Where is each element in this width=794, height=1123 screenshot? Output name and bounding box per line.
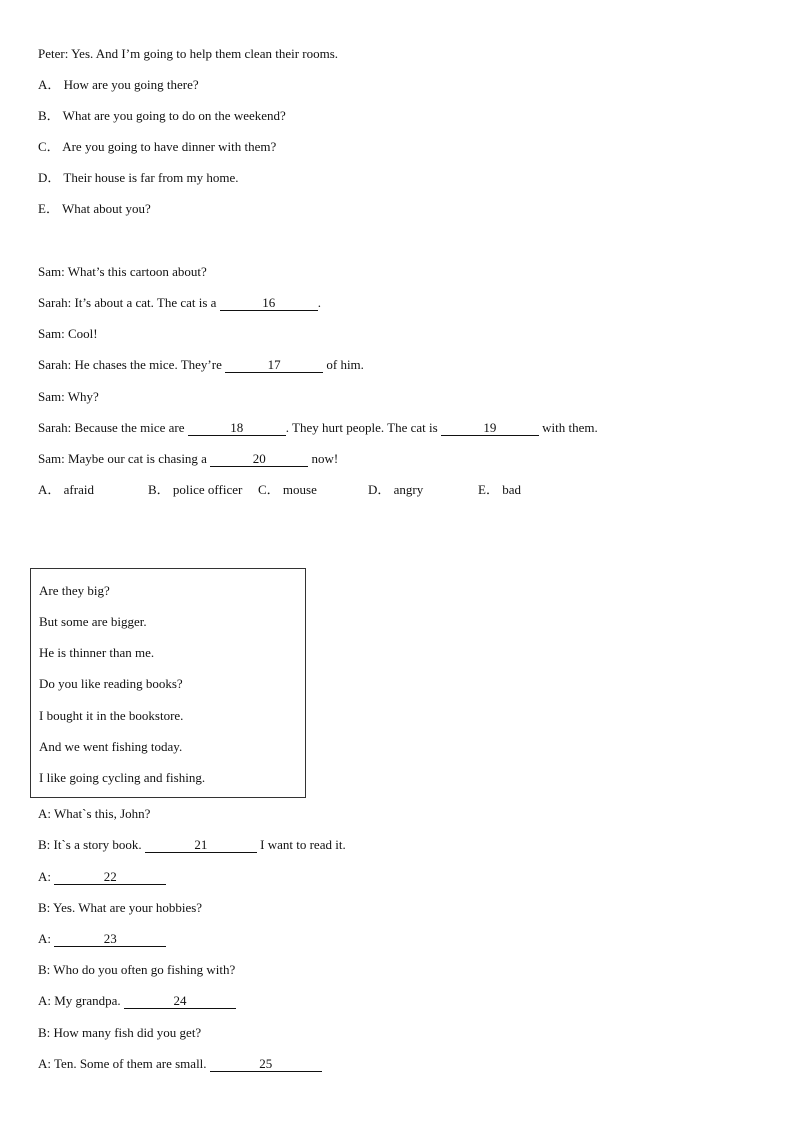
blank-18[interactable]: 18 xyxy=(188,421,286,436)
option-a: A． afraid xyxy=(38,482,94,497)
line-text: Sarah: Because the mice are xyxy=(38,420,188,435)
box-item: Do you like reading books? xyxy=(39,676,183,691)
line-text: now! xyxy=(308,451,339,466)
box-item: I bought it in the bookstore. xyxy=(39,708,184,723)
option-d: D． Their house is far from my home. xyxy=(38,170,239,185)
dialogue-line xyxy=(38,295,321,311)
line-text: . They hurt people. The cat is xyxy=(285,420,441,435)
line-text: with them. xyxy=(538,420,598,435)
blank-16[interactable]: 16 xyxy=(220,296,318,311)
line-text: B: It`s a story book. xyxy=(38,837,145,852)
option-c: C． Are you going to have dinner with them? xyxy=(38,139,277,154)
dialogue-line xyxy=(38,993,236,1009)
option-b: B． What are you going to do on the weekend? xyxy=(38,108,286,123)
dialogue-line xyxy=(38,837,346,853)
line-text: Sam: Maybe our cat is chasing a xyxy=(38,451,211,466)
dialogue-line: Sam: Why? xyxy=(38,389,99,404)
blank-25[interactable]: 25 xyxy=(210,1057,322,1072)
dialogue-line xyxy=(38,869,166,885)
options-row xyxy=(38,482,521,498)
line-text: Sarah: It’s about a cat. The cat is a xyxy=(38,295,220,310)
line-text: A: xyxy=(38,869,55,884)
dialogue-line: B: How many fish did you get? xyxy=(38,1025,202,1040)
dialogue-line xyxy=(38,931,166,947)
box-item: He is thinner than me. xyxy=(39,645,155,660)
option-e: E． bad xyxy=(478,482,521,497)
line-text: I want to read it. xyxy=(256,837,346,852)
box-item: I like going cycling and fishing. xyxy=(39,770,206,785)
line-text: . xyxy=(317,295,321,310)
blank-17[interactable]: 17 xyxy=(225,358,323,373)
dialogue-line: Peter: Yes. And I’m going to help them clean their rooms. xyxy=(38,46,339,61)
dialogue-line xyxy=(38,451,338,467)
box-item: But some are bigger. xyxy=(39,614,147,629)
box-item: And we went fishing today. xyxy=(39,739,183,754)
option-b: B． police officer xyxy=(148,482,243,497)
blank-22[interactable]: 22 xyxy=(54,870,166,885)
line-text: A: My grandpa. xyxy=(38,993,124,1008)
dialogue-line: Sam: What’s this cartoon about? xyxy=(38,264,207,279)
blank-19[interactable]: 19 xyxy=(441,421,539,436)
line-text: A: xyxy=(38,931,55,946)
blank-23[interactable]: 23 xyxy=(54,932,166,947)
dialogue-line: Sam: Cool! xyxy=(38,326,98,341)
blank-21[interactable]: 21 xyxy=(145,838,257,853)
line-text: A: Ten. Some of them are small. xyxy=(38,1056,210,1071)
dialogue-line xyxy=(38,1056,322,1072)
option-a: A． How are you going there? xyxy=(38,77,199,92)
option-e: E． What about you? xyxy=(38,201,151,216)
line-text: Sarah: He chases the mice. They’re xyxy=(38,357,226,372)
dialogue-line xyxy=(38,357,364,373)
box-item: Are they big? xyxy=(39,583,110,598)
blank-20[interactable]: 20 xyxy=(210,452,308,467)
blank-24[interactable]: 24 xyxy=(124,994,236,1009)
dialogue-line: B: Who do you often go fishing with? xyxy=(38,962,236,977)
option-d: D． angry xyxy=(368,482,424,497)
options-box xyxy=(30,568,306,798)
option-c: C． mouse xyxy=(258,482,317,497)
dialogue-line: A: What`s this, John? xyxy=(38,806,151,821)
line-text: of him. xyxy=(323,357,364,372)
dialogue-line: B: Yes. What are your hobbies? xyxy=(38,900,203,915)
dialogue-line xyxy=(38,420,598,436)
